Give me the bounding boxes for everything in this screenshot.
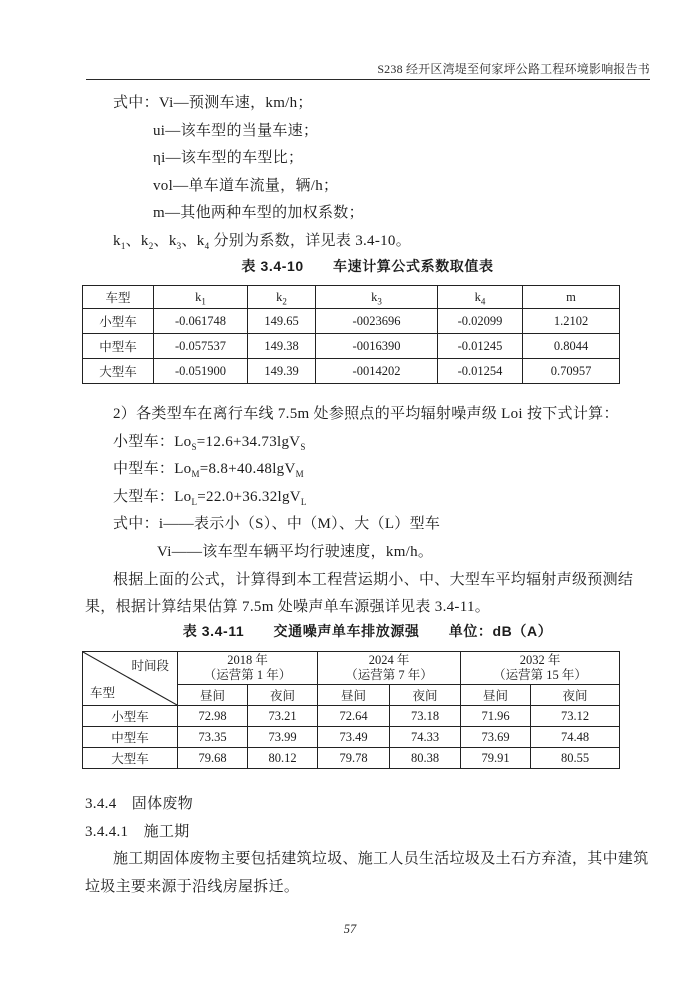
note-line: 式中：i——表示小（S）、中（M）、大（L）型车 — [113, 516, 441, 533]
row-label-cell: 大型车 — [83, 359, 154, 384]
table-header-cell: $k_4$ — [438, 286, 523, 309]
row-label-cell: 中型车 — [83, 334, 154, 359]
table-row — [83, 334, 620, 359]
value-cell: 80.55 — [531, 748, 620, 769]
formula-line: 小型车：$Lo_S=12.6+34.73\lg V_S$ — [113, 433, 306, 452]
section-intro: 2）各类型车在离行车线 7.5m 处参照点的平均辐射噪声级 Loi 按下式计算： — [113, 406, 619, 422]
definition-line: vol—单车道车流量，辆/h； — [153, 177, 339, 194]
table-header-cell: $k_1$ — [154, 286, 248, 309]
value-cell: 71.96 — [461, 706, 531, 727]
table-cell: 0.8044 — [523, 334, 620, 359]
formula-line: 中型车：$Lo_M=8.8+40.48\lg V_M$ — [113, 461, 304, 480]
table-header-cell: $k_2$ — [248, 286, 316, 309]
table-cell: 149.65 — [248, 309, 316, 334]
value-cell: 73.35 — [178, 727, 248, 748]
definition-line: m—其他两种车型的加权系数； — [153, 205, 364, 222]
page-number: 57 — [343, 922, 357, 936]
row-label-cell: 小型车 — [83, 706, 178, 727]
page-header-title: S238 经开区湾堤至何家坪公路工程环境影响报告书 — [377, 62, 650, 76]
table-header-row — [83, 652, 620, 685]
value-cell: 79.78 — [318, 748, 390, 769]
subheader-cell: 夜间 — [531, 685, 620, 706]
solid-waste-section — [85, 791, 649, 901]
definition-line: ui—该车型的当量车速； — [153, 122, 319, 139]
value-cell: 73.99 — [248, 727, 318, 748]
header-rule — [86, 79, 650, 80]
table-cell: -0.057537 — [154, 334, 248, 359]
table-cell: -0.01254 — [438, 359, 523, 384]
radiated-noise-section — [85, 401, 633, 622]
table-cell: 149.39 — [248, 359, 316, 384]
coefficient-note: $k_1$、$k_2$、$k_3$、$k_4$ 分别为系数，详见表 3.4-10。 — [113, 232, 412, 251]
paragraph-line: 施工期固体废物主要包括建筑垃圾、施工人员生活垃圾及土石方弃渣，其中建筑 — [113, 851, 649, 868]
subsection-heading: 3.4.4.1 施工期 — [85, 823, 190, 840]
paragraph-line: 果，根据计算结果估算 7.5m 处噪声单车源强详见表 3.4-11。 — [85, 599, 491, 616]
table-cell: -0.01245 — [438, 334, 523, 359]
table-cell: 0.70957 — [523, 359, 620, 384]
subheader-cell: 昼间 — [318, 685, 390, 706]
table-cell: -0016390 — [316, 334, 438, 359]
paragraph-line: 根据上面的公式，计算得到本工程营运期小、中、大型车平均辐射声级预测结 — [113, 571, 634, 588]
value-cell: 74.48 — [531, 727, 620, 748]
corner-cell — [83, 652, 178, 706]
definition-line: ηi—该车型的车型比； — [153, 150, 304, 167]
table-caption-1: 表 3.4-10 车速计算公式系数取值表 — [241, 258, 494, 274]
note-line: Vi——该车型车辆平均行驶速度，km/h。 — [157, 543, 434, 560]
formula-line: 大型车：$Lo_L=22.0+36.32\lg V_L$ — [113, 488, 307, 507]
definitions-block — [113, 90, 411, 256]
subheader-cell: 夜间 — [390, 685, 461, 706]
table-caption-2: 表 3.4-11 交通噪声单车排放源强 单位：dB（A） — [182, 623, 553, 639]
table-row — [83, 309, 620, 334]
value-cell: 73.49 — [318, 727, 390, 748]
value-cell: 72.98 — [178, 706, 248, 727]
value-cell: 73.18 — [390, 706, 461, 727]
corner-label-time: 时间段 — [131, 659, 169, 673]
subheader-cell: 昼间 — [461, 685, 531, 706]
value-cell: 80.38 — [390, 748, 461, 769]
year-group-header: 2032 年 （运营第 15 年） — [461, 652, 620, 685]
table-cell: -0.061748 — [154, 309, 248, 334]
value-cell: 79.91 — [461, 748, 531, 769]
definition-line: 式中：Vi—预测车速，km/h； — [113, 95, 313, 111]
year-group-header: 2024 年 （运营第 7 年） — [318, 652, 461, 685]
row-label-cell: 小型车 — [83, 309, 154, 334]
value-cell: 72.64 — [318, 706, 390, 727]
table-header-cell: $k_3$ — [316, 286, 438, 309]
paragraph-line: 垃圾主要来源于沿线房屋拆迁。 — [85, 878, 300, 895]
table-cell: -0023696 — [316, 309, 438, 334]
table-cell: -0.02099 — [438, 309, 523, 334]
year-group-header: 2018 年 （运营第 1 年） — [178, 652, 318, 685]
corner-label-vehicle: 车型 — [90, 686, 116, 700]
value-cell: 80.12 — [248, 748, 318, 769]
value-cell: 73.21 — [248, 706, 318, 727]
table-cell: -0014202 — [316, 359, 438, 384]
table-row — [83, 706, 620, 727]
table-header-row — [83, 286, 620, 309]
value-cell: 73.12 — [531, 706, 620, 727]
speed-coefficient-table — [82, 285, 620, 384]
table-header-cell: m — [523, 286, 620, 309]
subheader-cell: 夜间 — [248, 685, 318, 706]
table-header-cell: 车型 — [83, 286, 154, 309]
value-cell: 74.33 — [390, 727, 461, 748]
row-label-cell: 中型车 — [83, 727, 178, 748]
table-cell: -0.051900 — [154, 359, 248, 384]
section-heading: 3.4.4 固体废物 — [85, 796, 194, 812]
value-cell: 79.68 — [178, 748, 248, 769]
table-row — [83, 727, 620, 748]
table-cell: 149.38 — [248, 334, 316, 359]
noise-source-table — [82, 651, 620, 769]
row-label-cell: 大型车 — [83, 748, 178, 769]
subheader-cell: 昼间 — [178, 685, 248, 706]
table-row — [83, 748, 620, 769]
table-row — [83, 359, 620, 384]
table-cell: 1.2102 — [523, 309, 620, 334]
value-cell: 73.69 — [461, 727, 531, 748]
